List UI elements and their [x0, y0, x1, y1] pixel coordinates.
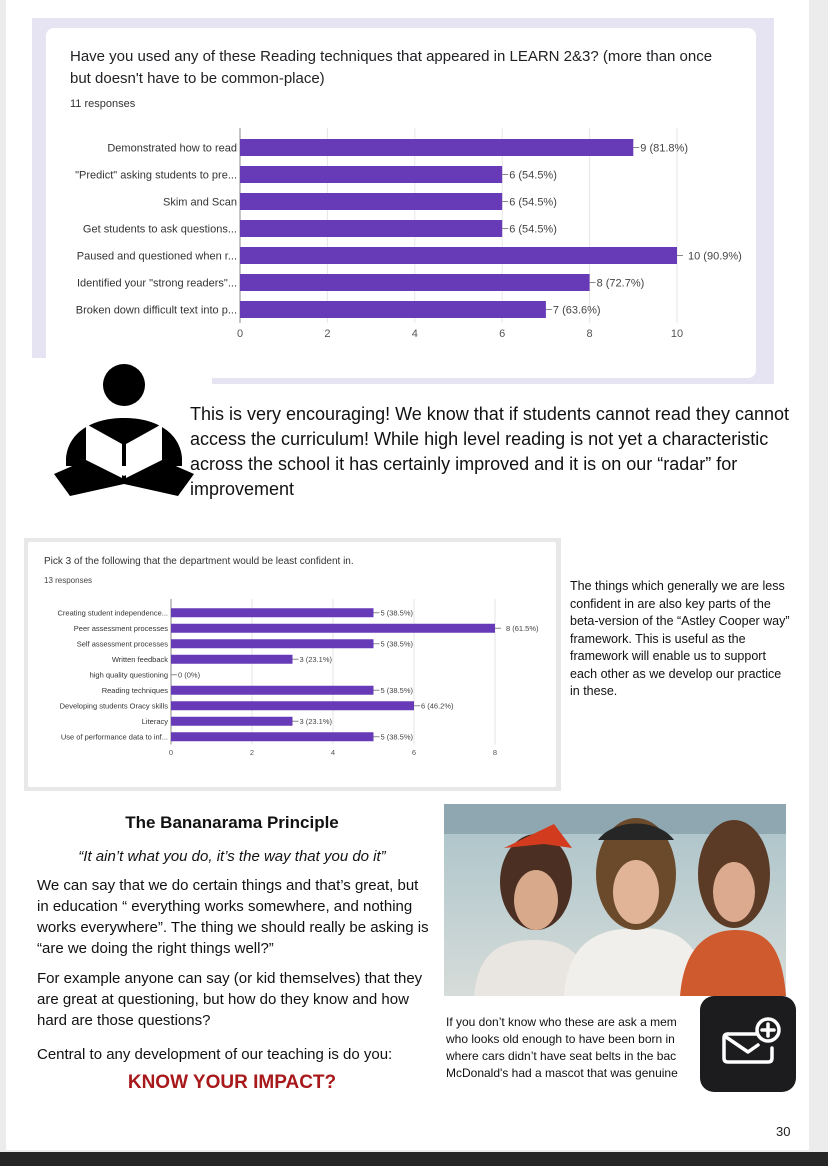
caption-line-1: If you don’t know who these are ask a mem — [446, 1015, 677, 1029]
quote-text: “It ain’t what you do, it’s the way that you do it” — [78, 848, 386, 865]
bar — [171, 624, 495, 633]
x-tick-label: 10 — [670, 328, 684, 340]
bar — [171, 717, 293, 726]
bottom-bar — [0, 1152, 828, 1166]
category-label: Use of performance data to inf... — [60, 732, 168, 742]
x-tick-label: 0 — [236, 328, 244, 340]
category-label: Reading techniques — [101, 685, 168, 695]
reader-icon — [46, 362, 196, 502]
data-label: 5 (38.5%) — [380, 685, 414, 695]
data-label: 0 (0%) — [178, 670, 201, 680]
category-label: Skim and Scan — [163, 196, 237, 209]
x-tick-label: 8 — [492, 748, 498, 757]
category-label: Paused and questioned when r... — [76, 250, 237, 263]
data-label: 5 (38.5%) — [380, 639, 414, 649]
category-label: Written feedback — [111, 654, 168, 664]
category-label: Creating student independence... — [57, 608, 168, 618]
caption-line-2: who looks old enough to have been born in — [446, 1032, 675, 1046]
bar — [240, 193, 502, 210]
paragraph-3: Central to any development of our teaching is do you: — [37, 1046, 393, 1063]
mail-add-icon — [700, 996, 796, 1092]
data-label: 7 (63.6%) — [552, 304, 601, 317]
paragraph-2: For example anyone can say (or kid themselves) that they are great at questioning, but how do they know and how hard are those questions? — [37, 970, 423, 1029]
impact-heading: KNOW YOUR IMPACT? — [127, 1072, 337, 1093]
bar — [171, 732, 374, 741]
data-label: 9 (81.8%) — [640, 142, 689, 155]
bar — [171, 701, 414, 710]
bar — [171, 686, 374, 695]
category-label: Developing students Oracy skills — [59, 701, 168, 711]
bar — [240, 247, 677, 264]
bar — [240, 166, 502, 183]
data-label: 6 (54.5%) — [509, 196, 557, 209]
x-tick-label: 4 — [411, 328, 418, 340]
caption-line-4: McDonald's had a mascot that was genuine — [446, 1066, 678, 1080]
chart1-card — [46, 28, 756, 378]
category-label: Broken down difficult text into p... — [75, 304, 237, 317]
bar — [240, 139, 633, 156]
data-label: 6 (46.2%) — [421, 701, 454, 711]
bar — [171, 639, 374, 648]
data-label: 6 (54.5%) — [509, 223, 557, 236]
photo-caption — [446, 1014, 714, 1086]
data-label: 3 (23.1%) — [299, 716, 333, 726]
x-tick-label: 0 — [168, 748, 174, 757]
chart2-responses: 13 responses — [44, 576, 93, 585]
category-label: "Predict" asking students to pre... — [75, 169, 237, 182]
x-tick-label: 2 — [249, 748, 255, 757]
data-label: 10 (90.9%) — [688, 250, 742, 263]
x-tick-label: 6 — [411, 748, 417, 757]
bar — [240, 301, 546, 318]
data-label: 3 (23.1%) — [299, 654, 333, 664]
chart2-card — [28, 542, 556, 787]
chart2-svg — [28, 542, 556, 787]
compose-mail-button[interactable] — [700, 996, 796, 1092]
category-label: Identified your "strong readers"... — [76, 277, 237, 290]
confidence-text: The things which generally we are less confident in are also key parts of the beta-version of the “Astley Cooper way” framework. This is useful as the framework will enable us to support each other as we develop our practice in these. — [570, 579, 790, 698]
category-label: high quality questioning — [89, 670, 168, 680]
bar — [240, 220, 502, 237]
chart1-responses: 11 responses — [70, 98, 136, 110]
category-label: Get students to ask questions... — [82, 223, 237, 236]
x-tick-label: 8 — [586, 328, 593, 340]
data-label: 8 (61.5%) — [506, 623, 539, 633]
bar — [171, 655, 293, 664]
category-label: Demonstrated how to read — [107, 142, 237, 155]
band-photo — [444, 804, 786, 996]
bar — [171, 608, 374, 617]
section-heading: The Bananarama Principle — [125, 813, 339, 832]
category-label: Peer assessment processes — [73, 623, 168, 633]
category-label: Self assessment processes — [76, 639, 168, 649]
bar — [240, 274, 590, 291]
page-number: 30 — [776, 1124, 791, 1139]
paragraph-1: We can say that we do certain things and that’s great, but in education “ everything works somewhere, and nothing works everywhere”. The thing we should really be asking is “are we doing the right things well?” — [37, 877, 429, 957]
x-tick-label: 6 — [499, 328, 506, 340]
document-page — [6, 0, 809, 1150]
x-tick-label: 2 — [324, 328, 331, 340]
encouraging-text: This is very encouraging! We know that if students cannot read they cannot access the curriculum! While high level reading is not yet a characteristic across the school it has certainly improved and it is on our “radar” for improvement — [190, 404, 790, 499]
data-label: 8 (72.7%) — [596, 277, 645, 290]
data-label: 5 (38.5%) — [380, 608, 414, 618]
chart1-question: Have you used any of these Reading techniques that appeared in LEARN 2&3? (more than once but doesn't have to be common-place) — [70, 48, 713, 87]
chart2-question: Pick 3 of the following that the department would be least confident in. — [44, 556, 354, 567]
data-label: 5 (38.5%) — [380, 732, 414, 742]
chart1-svg — [46, 28, 756, 358]
caption-line-3: where cars didn’t have seat belts in the bac — [446, 1049, 677, 1063]
category-label: Literacy — [141, 716, 168, 726]
data-label: 6 (54.5%) — [509, 169, 557, 182]
x-tick-label: 4 — [330, 748, 336, 757]
